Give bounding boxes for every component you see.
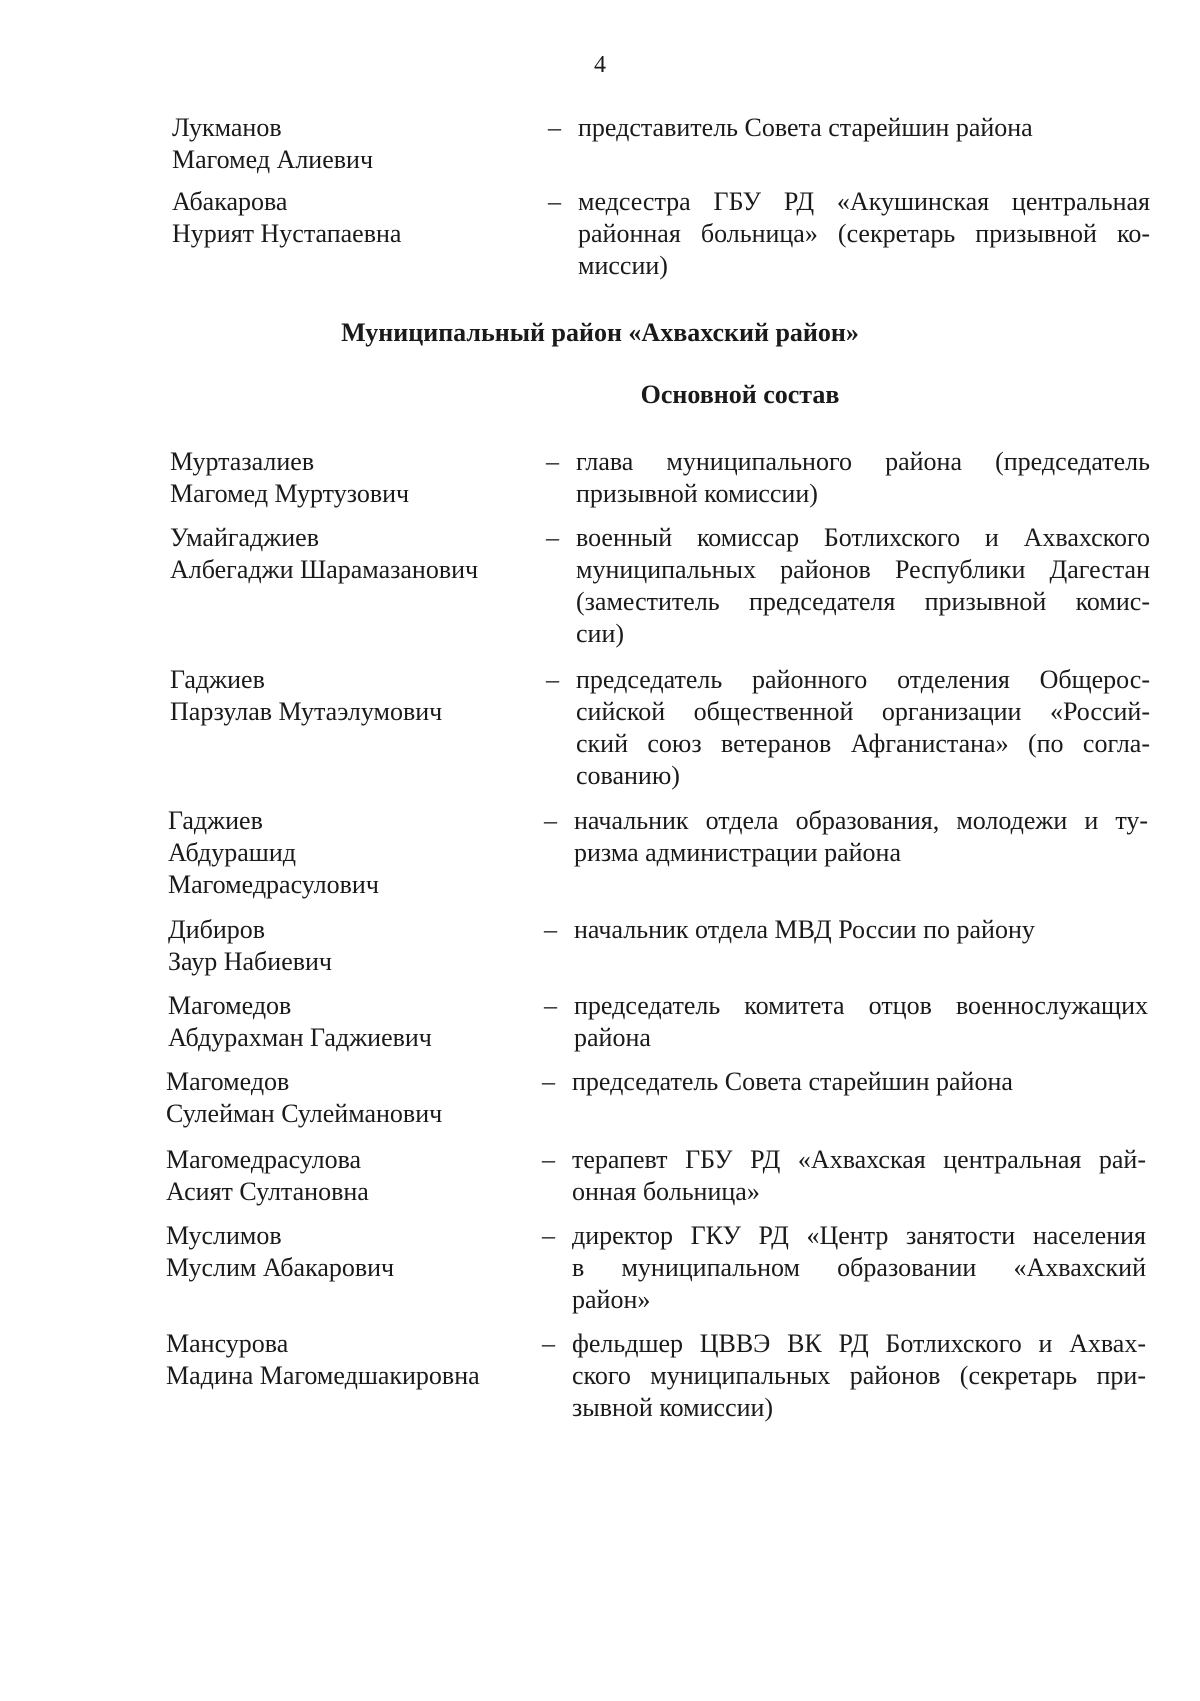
member-role-line: медсестра ГБУ РД «Акушинская центральная — [578, 187, 1150, 216]
member-name — [166, 1220, 496, 1284]
member-name-line: Мадина Магомедшакировна — [166, 1361, 480, 1390]
member-role-line: призывной комиссии) — [576, 479, 818, 508]
member-role-line: сованию) — [576, 761, 680, 790]
dash-separator: – — [548, 113, 561, 142]
member-name-line: Магомедрасулович — [168, 870, 379, 899]
member-role-line: председатель комитета отцов военнослужащих — [574, 991, 1148, 1020]
member-role — [576, 522, 1150, 650]
member-role-line: ский союз ветеранов Афганистана» (по согла- — [576, 729, 1150, 758]
member-name — [166, 1066, 496, 1130]
member-name-line: Лукманов — [172, 113, 282, 142]
dash-separator: – — [546, 665, 559, 694]
member-role-line: председатель районного отделения Общерос- — [576, 665, 1150, 694]
member-role-line: ского муниципальных районов (секретарь при- — [572, 1361, 1146, 1390]
member-role-line: онная больница» — [572, 1177, 760, 1206]
dash-separator: – — [546, 447, 559, 476]
member-name-line: Нурият Нустапаевна — [172, 219, 402, 248]
member-role — [576, 446, 1150, 510]
dash-separator: – — [544, 915, 557, 944]
dash-separator: – — [542, 1329, 555, 1358]
member-name-line: Заур Набиевич — [168, 947, 333, 976]
member-name-line: Парзулав Мутаэлумович — [170, 697, 443, 726]
member-role — [576, 664, 1150, 792]
member-name — [166, 1144, 496, 1208]
member-name — [166, 1328, 496, 1392]
member-role-line: фельдшер ЦВВЭ ВК РД Ботлихского и Ахвах- — [572, 1329, 1146, 1358]
dash-separator: – — [542, 1221, 555, 1250]
member-role-line: район» — [572, 1285, 651, 1314]
member-role-line: муниципальных районов Республики Дагестан — [576, 555, 1150, 584]
member-name — [168, 990, 498, 1054]
member-name-line: Муртазалиев — [170, 447, 315, 476]
subsection-title: Основной состав — [640, 380, 840, 409]
member-name — [168, 914, 498, 978]
member-name-line: Гаджиев — [168, 806, 263, 835]
dash-separator: – — [542, 1145, 555, 1174]
dash-separator: – — [544, 806, 557, 835]
member-role — [574, 914, 1148, 946]
member-name-line: Албегаджи Шарамазанович — [170, 555, 479, 584]
page-number: 4 — [594, 52, 606, 78]
dash-separator: – — [544, 991, 557, 1020]
member-role-line: начальник отдела образования, молодежи и ту- — [574, 806, 1148, 835]
member-name-line: Магомедов — [168, 991, 292, 1020]
member-role-line: директор ГКУ РД «Центр занятости населения — [572, 1221, 1146, 1250]
member-role-line: военный комиссар Ботлихского и Ахвахского — [576, 523, 1150, 552]
member-role-line: зывной комиссии) — [572, 1393, 774, 1422]
member-role-line: сии) — [576, 619, 625, 648]
member-name — [172, 112, 502, 176]
member-name-line: Магомед Муртузович — [170, 479, 410, 508]
member-role — [574, 990, 1148, 1054]
member-role — [572, 1144, 1146, 1208]
member-name-line: Муслим Абакарович — [166, 1253, 395, 1282]
member-name-line: Сулейман Сулейманович — [166, 1099, 443, 1128]
member-name — [170, 664, 500, 728]
member-name-line: Муслимов — [166, 1221, 282, 1250]
member-role-line: сийской общественной организации «Россий- — [576, 697, 1150, 726]
member-role-line: представитель Совета старейшин района — [578, 113, 1033, 142]
member-name-line: Магомедов — [166, 1067, 290, 1096]
member-role-line: миссии) — [578, 251, 668, 280]
member-role — [578, 186, 1150, 282]
member-name-line: Магомед Алиевич — [172, 145, 374, 174]
member-name — [168, 805, 498, 901]
member-name — [170, 522, 500, 586]
dash-separator: – — [542, 1067, 555, 1096]
member-name-line: Асият Султановна — [166, 1177, 369, 1206]
member-role-line: (заместитель председателя призывной комис- — [576, 587, 1150, 616]
member-name-line: Гаджиев — [170, 665, 265, 694]
section-title: Муниципальный район «Ахвахский район» — [341, 318, 859, 347]
member-role-line: председатель Совета старейшин района — [572, 1067, 1013, 1096]
member-role — [572, 1220, 1146, 1316]
member-role — [574, 805, 1148, 869]
member-name-line: Умайгаджиев — [170, 523, 319, 552]
member-role-line: района — [574, 1023, 651, 1052]
member-name-line: Абакарова — [172, 187, 288, 216]
member-name-line: Мансурова — [166, 1329, 289, 1358]
member-name-line: Дибиров — [168, 915, 266, 944]
dash-separator: – — [548, 187, 561, 216]
member-role-line: начальник отдела МВД России по району — [574, 915, 1035, 944]
member-name — [170, 446, 500, 510]
member-role — [572, 1328, 1146, 1424]
dash-separator: – — [546, 523, 559, 552]
member-role-line: в муниципальном образовании «Ахвахский — [572, 1253, 1146, 1282]
member-role-line: глава муниципального района (председатель — [576, 447, 1150, 476]
member-role-line: районная больница» (секретарь призывной ко- — [578, 219, 1150, 248]
member-name-line: Абдурашид — [168, 838, 296, 867]
member-name — [172, 186, 502, 250]
member-role — [572, 1066, 1146, 1098]
member-role-line: ризма администрации района — [574, 838, 902, 867]
member-name-line: Абдурахман Гаджиевич — [168, 1023, 432, 1052]
member-role-line: терапевт ГБУ РД «Ахвахская центральная рай- — [572, 1145, 1146, 1174]
member-name-line: Магомедрасулова — [166, 1145, 362, 1174]
member-role — [578, 112, 1150, 144]
